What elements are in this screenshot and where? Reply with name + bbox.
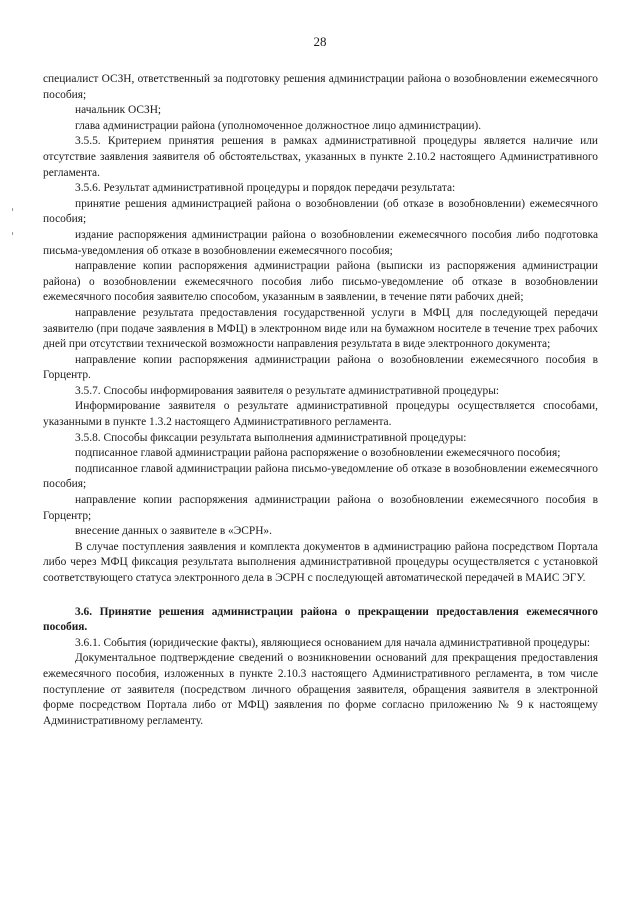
paragraph: направление копии распоряжения администрации района о возобновлении ежемесячного пособия в Горцентр; <box>43 494 598 522</box>
paragraph: начальник ОСЗН; <box>75 104 162 117</box>
paragraph: направление копии распоряжения администрации района о возобновлении ежемесячного пособия в Горцентр. <box>43 353 598 382</box>
page-number: 28 <box>313 34 327 49</box>
paragraph: 3.5.5. Критерием принятия решения в рамках административной процедуры является наличие или отсутствие заявления заявителя об обстоятельствах, указанных в пункте 2.10.2 настоящего Административного регламента. <box>43 135 598 179</box>
paragraph: подписанное главой администрации района письмо-уведомление об отказе в возобновлении ежемесячного пособия; <box>43 462 598 491</box>
paragraph: направление результата предоставления государственной услуги в МФЦ для последующей передачи заявителю (при подаче заявления в МФЦ) в электронном виде или на бумажном носителе в течение трех рабочих дней при отсутствии технической возможности направления результата в виде электронного документа; <box>43 306 598 351</box>
margin-mark <box>12 208 13 211</box>
paragraph: глава администрации района (уполномоченное должностное лицо администрации). <box>75 119 482 132</box>
paragraph: 3.5.8. Способы фиксации результата выполнения административной процедуры: <box>75 431 467 444</box>
paragraph: 3.5.6. Результат административной процедуры и порядок передачи результата: <box>75 182 456 195</box>
paragraph: внесение данных о заявителе в «ЭСРН». <box>75 525 272 538</box>
paragraph: В случае поступления заявления и комплекта документов в администрацию района посредством Портала либо через МФЦ фиксация результата выполнения административной процедуры осуществляется с установкой соответствующего статуса электронного дела в ЭСРН с последующей автоматической передачей в МАИС ЭГУ. <box>43 540 598 584</box>
paragraph: специалист ОСЗН, ответственный за подготовку решения администрации района о возобновлении ежемесячного пособия; <box>43 73 598 101</box>
paragraph: Документальное подтверждение сведений о возникновении оснований для прекращения предоставления ежемесячного пособия, изложенных в пункте 2.10.3 настоящего Административного регламента, в том числе поступление от заявителя (посредством личного обращения заявителя, обращения заявителя в электронной форме посредством Портала либо от МФЦ) заявления по форме согласно приложению № 9 к настоящему Административному регламенту. <box>43 652 598 727</box>
paragraph: подписанное главой администрации района распоряжение о возобновлении ежемесячного пособия; <box>75 447 561 460</box>
section-heading: 3.6. Принятие решения администрации района о прекращении предоставления ежемесячного пособия. <box>43 605 598 634</box>
paragraph: 3.6.1. События (юридические факты), являющиеся основанием для начала административной процедуры: <box>75 636 591 649</box>
paragraph: издание распоряжения администрации района о возобновлении ежемесячного пособия либо подготовка письма-уведомления об отказе в возобновлении ежемесячного пособия; <box>43 228 598 257</box>
margin-mark <box>12 232 13 235</box>
paragraph: принятие решения администрацией района о возобновлении (об отказе в возобновлении) ежемесячного пособия; <box>43 197 598 226</box>
paragraph: 3.5.7. Способы информирования заявителя о результате административной процедуры: <box>75 384 500 397</box>
paragraph: направление копии распоряжения администрации района (выписки из распоряжения администрации района) о возобновлении ежемесячного пособия либо письмо-уведомление об отказе в возобновлении ежемесячного пособия заявителю способом, указанным в заявлении, в течение пяти рабочих дней; <box>43 260 598 304</box>
document-body <box>43 72 598 729</box>
paragraph: Информирование заявителя о результате административной процедуры осуществляется способами, указанными в пункте 1.3.2 настоящего Административного регламента. <box>43 400 598 429</box>
